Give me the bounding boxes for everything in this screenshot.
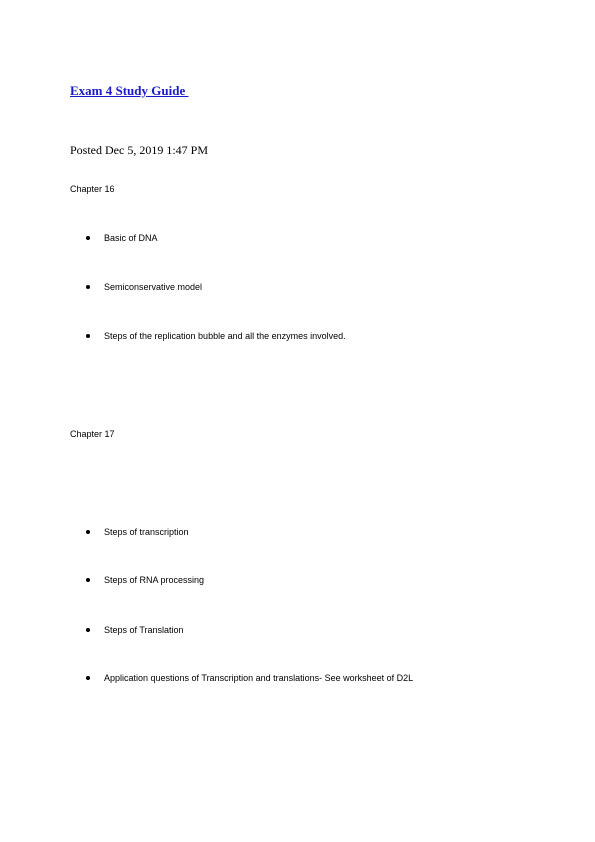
chapter-heading-16: Chapter 16 xyxy=(70,184,115,194)
bullet-icon xyxy=(86,530,90,534)
bullet-icon xyxy=(86,628,90,632)
bullet-icon xyxy=(86,676,90,680)
chapter-heading-17: Chapter 17 xyxy=(70,429,115,439)
list-item xyxy=(86,625,184,635)
list-item-text: Semiconservative model xyxy=(104,282,203,292)
bullet-icon xyxy=(86,236,90,240)
bullet-icon xyxy=(86,334,90,338)
bullet-icon xyxy=(86,285,90,289)
list-item xyxy=(86,673,413,683)
bullet-icon xyxy=(86,578,90,582)
list-item xyxy=(86,233,158,243)
page-title-link[interactable]: Exam 4 Study Guide xyxy=(70,83,189,98)
list-item xyxy=(86,575,204,585)
list-item-text: Application questions of Transcription and translations- See worksheet of D2L xyxy=(104,673,414,683)
list-item-text: Steps of RNA processing xyxy=(104,575,205,585)
list-item xyxy=(86,331,346,341)
list-item xyxy=(86,527,189,537)
list-item-text: Steps of Translation xyxy=(104,625,184,635)
list-item-text: Steps of the replication bubble and all the enzymes involved. xyxy=(104,331,346,341)
list-item-text: Basic of DNA xyxy=(104,233,158,243)
posted-date: Posted Dec 5, 2019 1:47 PM xyxy=(70,143,208,157)
list-item xyxy=(86,282,202,292)
list-item-text: Steps of transcription xyxy=(104,527,189,537)
